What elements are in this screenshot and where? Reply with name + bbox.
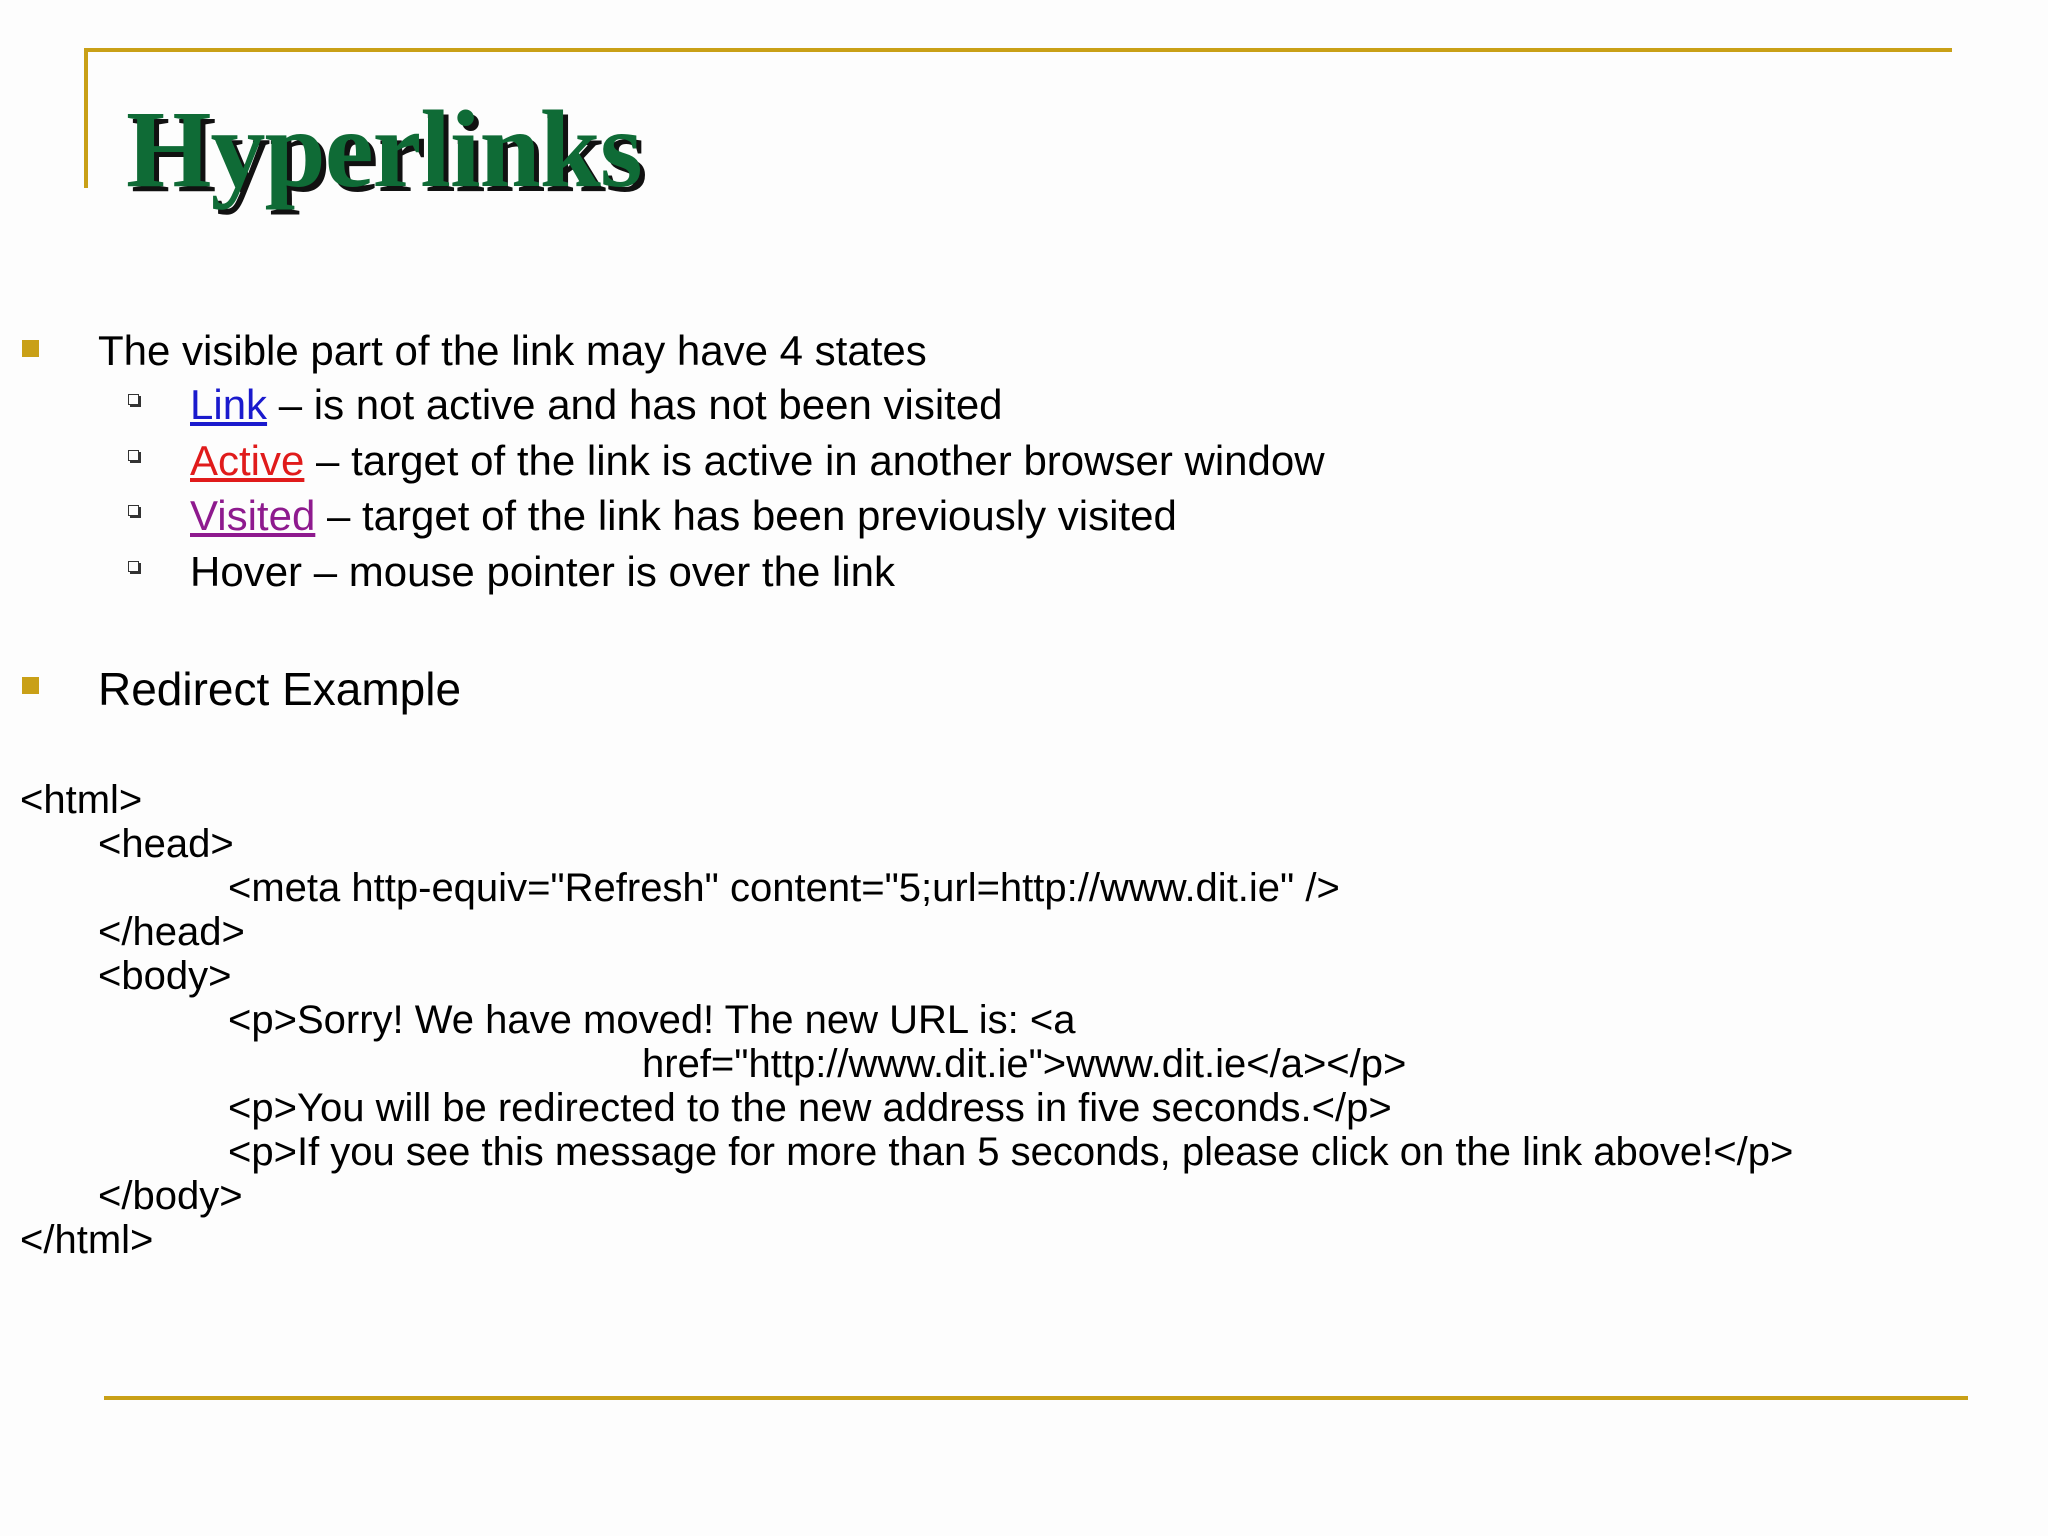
- code-line: <html>: [20, 778, 143, 822]
- bullet-text: The visible part of the link may have 4 states: [98, 327, 927, 374]
- code-line: <meta http-equiv="Refresh" content="5;url=http://www.dit.ie" />: [228, 866, 1340, 910]
- link-state-active[interactable]: Active: [190, 437, 305, 484]
- hollow-square-bullet-icon: [128, 450, 139, 461]
- sub-item-description: – target of the link is active in another browser window: [304, 437, 1325, 484]
- link-state-link[interactable]: Link: [190, 381, 268, 428]
- bullet-text: Redirect Example: [98, 663, 462, 715]
- code-line: <body>: [98, 954, 232, 998]
- square-bullet-icon: [22, 340, 39, 357]
- link-state-visited[interactable]: Visited: [190, 492, 316, 539]
- code-line: </html>: [20, 1218, 154, 1262]
- sub-item-description: – target of the link has been previously visited: [315, 492, 1177, 539]
- code-line: <p>If you see this message for more than 5 seconds, please click on the link above!</p>: [228, 1130, 1794, 1174]
- sub-item-description: Hover – mouse pointer is over the link: [190, 548, 895, 595]
- code-line: </body>: [98, 1174, 243, 1218]
- sub-item-description: – is not active and has not been visited: [267, 381, 1003, 428]
- left-rule: [84, 48, 88, 188]
- square-bullet-icon: [22, 677, 39, 694]
- code-line: <p>You will be redirected to the new address in five seconds.</p>: [228, 1086, 1392, 1130]
- hollow-square-bullet-icon: [128, 505, 139, 516]
- top-rule: [84, 48, 1952, 52]
- hollow-square-bullet-icon: [128, 394, 139, 405]
- hollow-square-bullet-icon: [128, 561, 139, 572]
- code-line: href="http://www.dit.ie">www.dit.ie</a></p>: [642, 1042, 1407, 1086]
- code-line: <p>Sorry! We have moved! The new URL is: <a: [228, 998, 1076, 1042]
- slide-title: Hyperlinks: [126, 88, 642, 210]
- code-line: </head>: [98, 910, 245, 954]
- code-line: <head>: [98, 822, 234, 866]
- bottom-rule: [104, 1396, 1968, 1400]
